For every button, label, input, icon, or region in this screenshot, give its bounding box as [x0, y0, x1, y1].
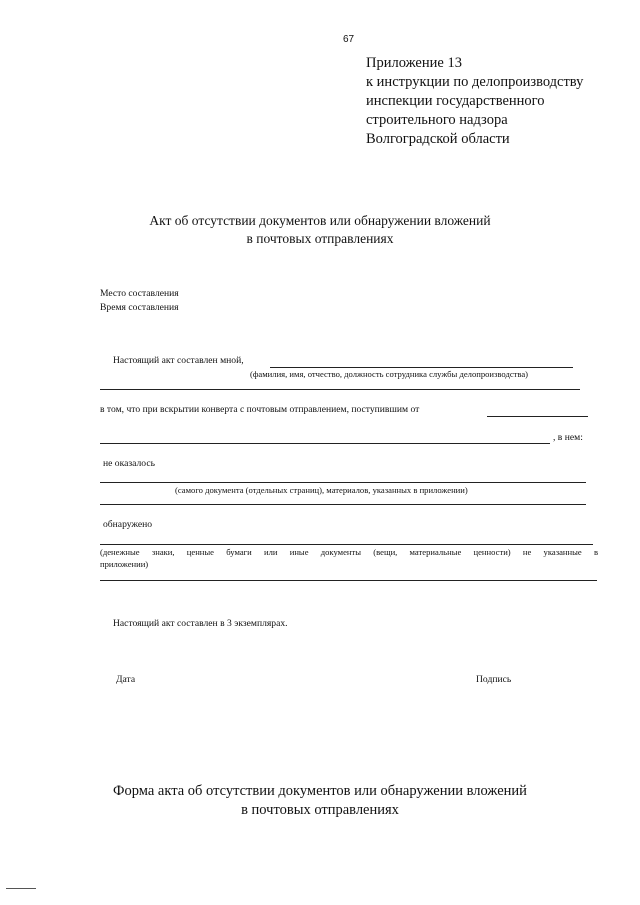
- appendix-line: строительного надзора: [366, 112, 508, 128]
- composed-by-line: [270, 367, 573, 368]
- found-line-2: [100, 580, 597, 581]
- copies-text: Настоящий акт составлен в 3 экземплярах.: [113, 618, 288, 629]
- found-hint: (денежные знаки, ценные бумаги или иные документы (вещи, материальные ценности) не указанные в: [100, 547, 598, 557]
- page-number: 67: [343, 34, 355, 45]
- form-title-line-2: в почтовых отправлениях: [241, 802, 399, 818]
- missing-line-2: [100, 504, 586, 505]
- sender-line-2: [100, 443, 550, 444]
- missing-label: не оказалось: [103, 458, 155, 469]
- missing-line: [100, 482, 586, 483]
- found-hint-cont: приложении): [100, 559, 149, 569]
- signature-label: Подпись: [476, 674, 512, 685]
- composed-by-line-2: [100, 389, 580, 390]
- act-title-line-2: в почтовых отправлениях: [246, 231, 394, 246]
- form-title: [0, 782, 640, 820]
- opening-text: в том, что при вскрытии конверта с почтовым отправлением, поступившим от: [100, 404, 420, 415]
- found-label: обнаружено: [103, 519, 153, 530]
- act-title-line-1: Акт об отсутствии документов или обнаружении вложений: [149, 213, 491, 228]
- date-label: Дата: [116, 674, 136, 685]
- sender-line: [487, 416, 588, 417]
- time-label: Время составления: [100, 302, 179, 313]
- composed-by-text: Настоящий акт составлен мной,: [113, 355, 244, 366]
- appendix-line: Приложение 13: [366, 55, 462, 71]
- appendix-line: инспекции государственного: [366, 93, 545, 109]
- appendix-header: [366, 54, 583, 149]
- act-title: [0, 212, 640, 248]
- appendix-line: Волгоградской области: [366, 131, 510, 147]
- place-label: Место составления: [100, 288, 179, 299]
- form-title-line-1: Форма акта об отсутствии документов или обнаружении вложений: [113, 783, 527, 799]
- appendix-line: к инструкции по делопроизводству: [366, 74, 584, 90]
- missing-hint: (самого документа (отдельных страниц), материалов, указанных в приложении): [175, 485, 468, 495]
- composed-by-hint: (фамилия, имя, отчество, должность сотрудника службы делопроизводства): [250, 369, 529, 379]
- scan-edge-mark: [6, 888, 36, 889]
- in-it-text: , в нем:: [553, 432, 583, 443]
- found-line: [100, 544, 593, 545]
